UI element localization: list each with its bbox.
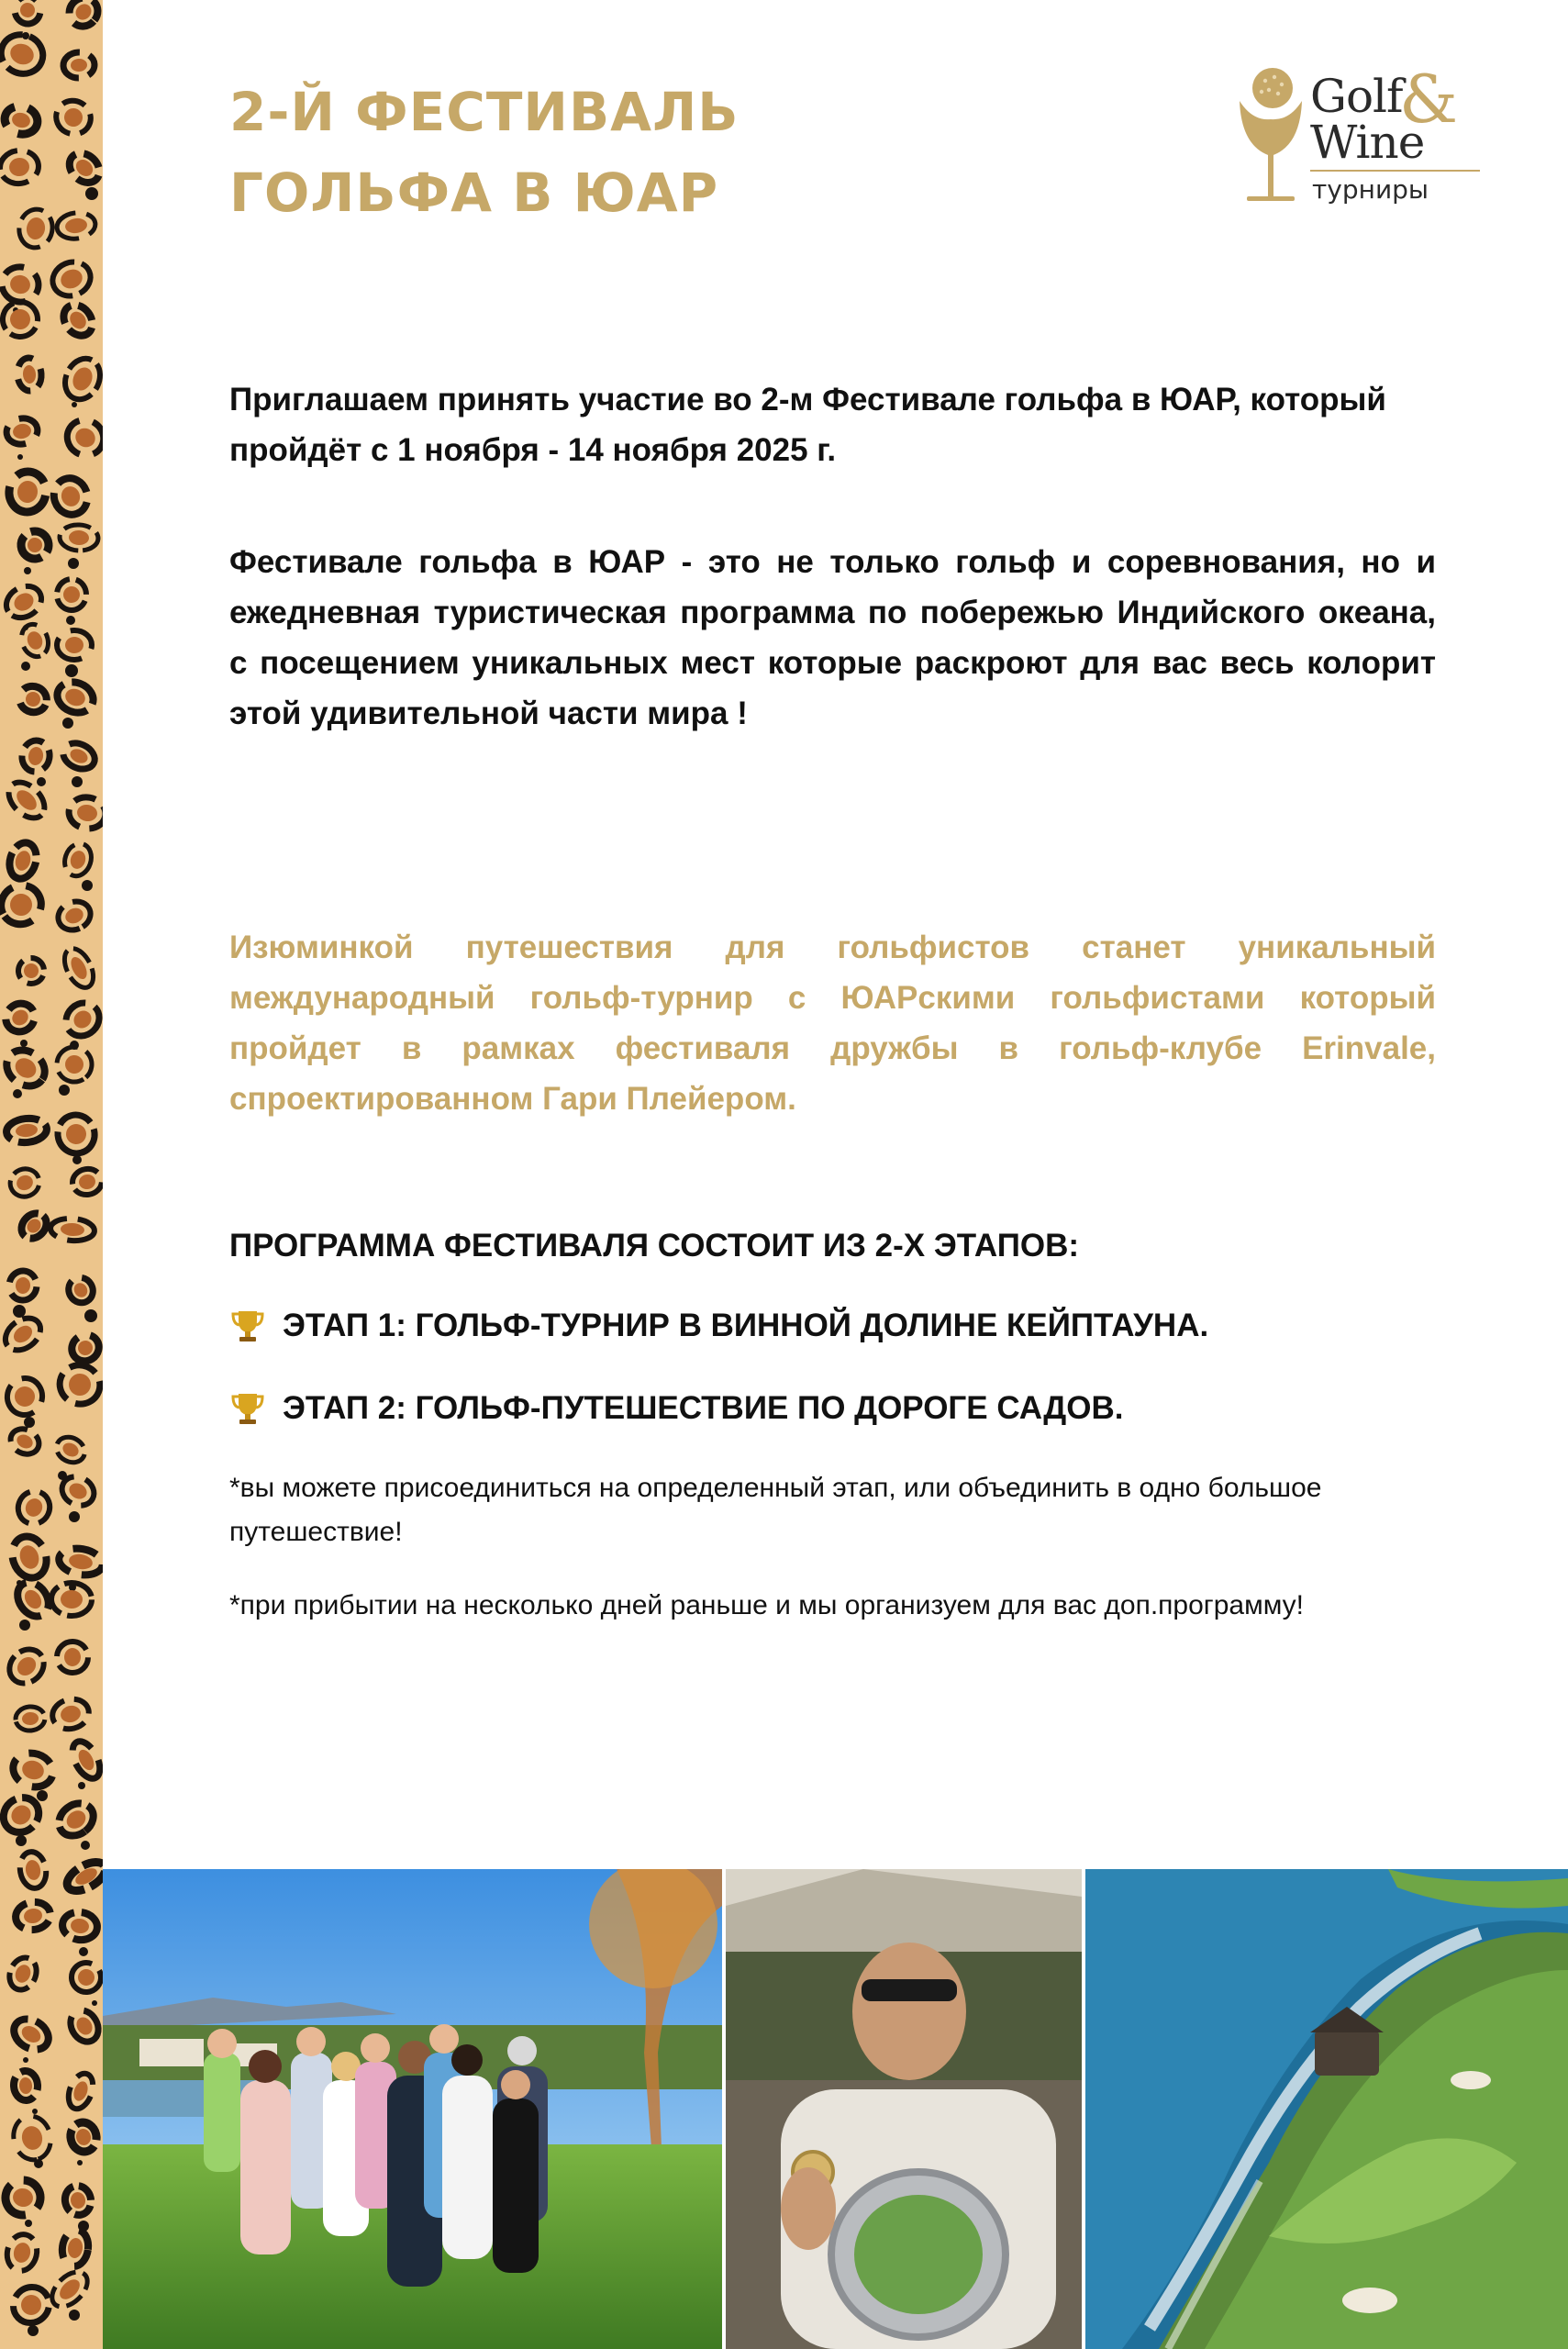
page-title (229, 72, 739, 233)
title-line-1: 2-Й ФЕСТИВАЛЬ (229, 81, 740, 143)
photo-man-with-trophy (726, 1869, 1082, 2349)
stage-1-label: ЭТАП 1: ГОЛЬФ-ТУРНИР В ВИННОЙ ДОЛИНЕ КЕЙПТАУНА. (283, 1308, 1209, 1343)
photo-strip (103, 1869, 1568, 2349)
program-heading: ПРОГРАММА ФЕСТИВАЛЯ СОСТОИТ ИЗ 2-Х ЭТАПОВ: (229, 1228, 1080, 1264)
logo-subtitle: турниры (1312, 174, 1429, 205)
intro-paragraph: Приглашаем принять участие во 2-м Фестивале гольфа в ЮАР, который пройдёт с 1 ноября - 14 ноября 2025 г. (229, 382, 1386, 468)
golf-wine-logo (1234, 61, 1482, 211)
logo-ampersand: & (1399, 61, 1459, 138)
description-paragraph: Фестивале гольфа в ЮАР - это не только гольф и соревнования, но и ежедневная туристическая программа по побережью Индийского океана, с посещением уникальных мест которые раскроют для вас весь колорит этой удивительной части мира ! (229, 544, 1436, 731)
leopard-pattern (0, 0, 103, 2349)
trophy-icon (229, 1308, 266, 1344)
highlight-paragraph: Изюминкой путешествия для гольфистов станет уникальный международный гольф-турнир с ЮАРскими гольфистами который пройдет в рамках фестиваля дружбы в гольф-клубе Erinvale, спроектированном Гари Плейером. (229, 930, 1436, 1117)
stage-1-item (229, 1303, 1208, 1349)
note-early-arrival: *при прибытии на несколько дней раньше и мы организуем для вас доп.программу! (229, 1590, 1304, 1620)
wine-glass-golf-ball-icon (1234, 64, 1307, 211)
title-line-2: ГОЛЬФА В ЮАР (229, 161, 719, 224)
stage-2-label: ЭТАП 2: ГОЛЬФ-ПУТЕШЕСТВИЕ ПО ДОРОГЕ САДОВ. (283, 1390, 1124, 1426)
note-join-stage: *вы можете присоединиться на определенный этап, или объединить в одно большое путешествие! (229, 1473, 1322, 1547)
photo-group-golfers (103, 1869, 722, 2349)
photo-coastal-golf-course (1085, 1869, 1568, 2349)
logo-divider (1310, 170, 1480, 172)
logo-word-wine: Wine (1310, 116, 1425, 169)
leopard-print-border (0, 0, 103, 2349)
stage-2-item (229, 1386, 1123, 1431)
logo-word-golf: Golf (1310, 70, 1403, 123)
trophy-icon (229, 1390, 266, 1427)
